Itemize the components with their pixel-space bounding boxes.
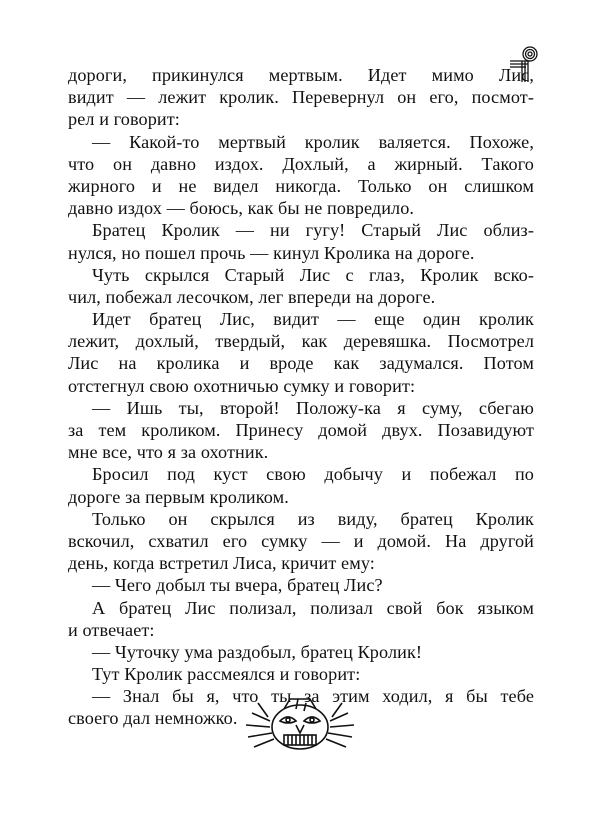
- text-line: дороге за первым кроликом.: [68, 486, 289, 507]
- text-line: давно издох — боюсь, как бы не повредило.: [68, 198, 415, 219]
- text-line: и отвечает:: [68, 619, 155, 640]
- text-line: Лис на кролика и вроде как задумался. Потом: [68, 353, 534, 374]
- text-line: Идет братец Лис, видит — еще один кролик: [92, 309, 534, 330]
- text-line: Тут Кролик рассмеялся и говорит:: [92, 664, 361, 685]
- text-line: Только он скрылся из виду, братец Кролик: [92, 508, 534, 529]
- text-line: день, когда встретил Лиса, кричит ему:: [68, 553, 375, 574]
- text-line: — Знал бы я, что ты за этим ходил, я бы тебе: [92, 686, 534, 707]
- bottom-ornament: [240, 695, 360, 757]
- aztec-mask-icon: [240, 695, 360, 757]
- text-line: своего дал немножко.: [68, 708, 238, 729]
- page-text: [68, 64, 534, 730]
- text-line: Чуть скрылся Старый Лис с глаз, Кролик вско-: [92, 264, 534, 285]
- text-line: — Какой-то мертвый кролик валяется. Похоже,: [92, 131, 534, 152]
- text-line: — Чего добыл ты вчера, братец Лис?: [92, 575, 383, 596]
- text-line: видит — лежит кролик. Перевернул он его, посмот-: [68, 87, 534, 108]
- text-line: нулся, но пошел прочь — кинул Кролика на дороге.: [68, 242, 475, 263]
- text-line: за тем кроликом. Принесу домой двух. Позавидуют: [68, 420, 534, 440]
- text-line: жирного и не видел никогда. Только он слишком: [68, 175, 534, 196]
- text-line: Бросил под куст свою добычу и побежал по: [92, 464, 534, 485]
- text-line: что он давно издох. Дохлый, а жирный. Такого: [68, 153, 534, 174]
- text-line: чил, побежал лесочком, лег впереди на дороге.: [68, 286, 436, 307]
- text-line: отстегнул свою охотничью сумку и говорит:: [68, 375, 416, 396]
- text-line: А братец Лис полизал, полизал свой бок языком: [92, 597, 534, 618]
- text-line: Братец Кролик — ни гугу! Старый Лис облиз-: [92, 220, 534, 241]
- text-line: дороги, прикинулся мертвым. Идет мимо Лис,: [68, 65, 534, 85]
- text-line: — Ишь ты, второй! Положу-ка я суму, сбегаю: [92, 397, 534, 418]
- text-line: — Чуточку ума раздобыл, братец Кролик!: [92, 641, 423, 662]
- text-line: мне все, что я за охотник.: [68, 442, 269, 463]
- text-line: рел и говорит:: [68, 109, 180, 130]
- text-line: вскочил, схватил его сумку — и домой. На другой: [68, 530, 534, 551]
- text-line: лежит, дохлый, твердый, как деревяшка. Посмотрел: [68, 331, 534, 352]
